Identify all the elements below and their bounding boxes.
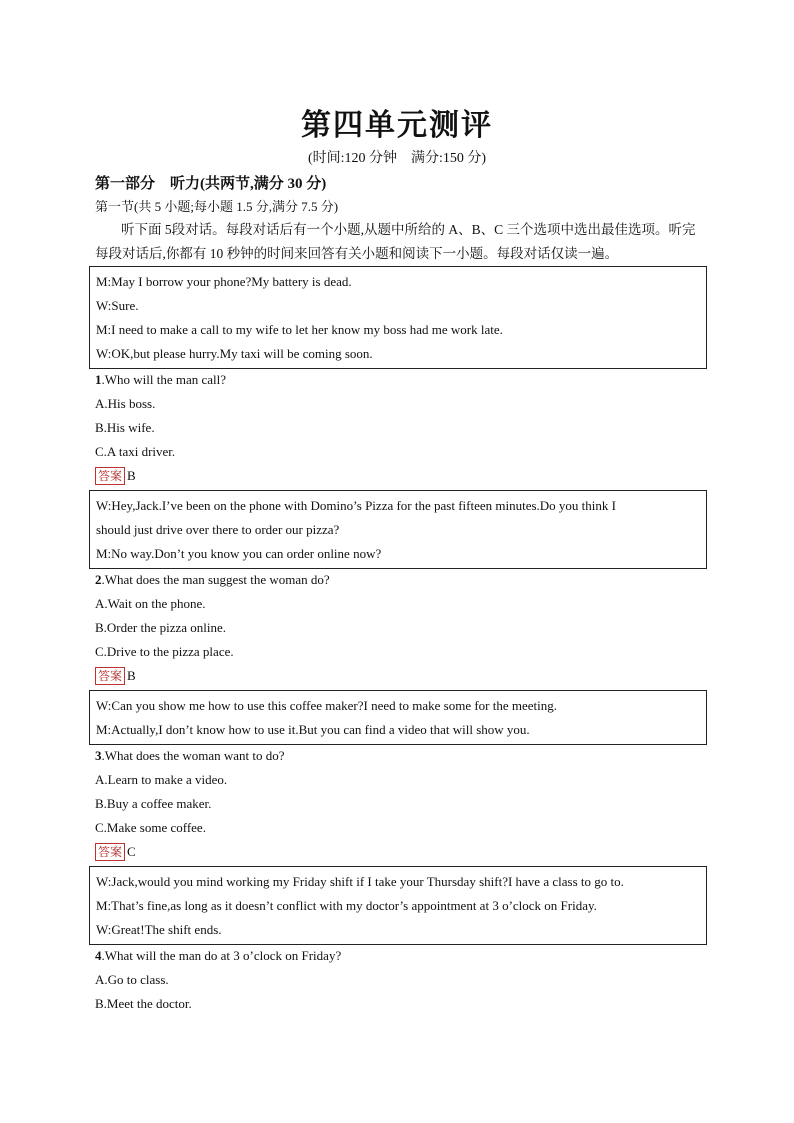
question-text: .Who will the man call? xyxy=(101,372,227,387)
question-number: 2 xyxy=(95,572,102,587)
dialogue-box-3 xyxy=(89,690,707,745)
dialogue-line: W:Jack,would you mind working my Friday shift if I take your Thursday shift?I have a class to go to. xyxy=(96,874,624,889)
dialogue-line: M:I need to make a call to my wife to let her know my boss had me work late. xyxy=(96,322,503,337)
question-number: 3 xyxy=(95,748,102,763)
option-c: C.A taxi driver. xyxy=(95,444,176,459)
option-a: A.Wait on the phone. xyxy=(95,596,206,611)
answer-value: B xyxy=(127,668,136,683)
dialogue-box-1 xyxy=(89,266,707,369)
dialogue-line: M:May I borrow your phone?My battery is dead. xyxy=(96,274,352,289)
option-c: C.Make some coffee. xyxy=(95,820,206,835)
question-text: .What does the man suggest the woman do? xyxy=(101,572,330,587)
part-heading xyxy=(95,172,326,193)
answer-badge: 答案 xyxy=(95,667,125,685)
dialogue-line: M:Actually,I don’t know how to use it.But you can find a video that will show you. xyxy=(96,722,530,737)
part-desc: 听力(共两节,满分 30 分) xyxy=(170,176,327,192)
question-text: .What will the man do at 3 o’clock on Friday? xyxy=(101,948,342,963)
answer-2 xyxy=(95,666,136,686)
option-a: A.His boss. xyxy=(95,396,156,411)
question-2 xyxy=(95,568,330,592)
question-number: 1 xyxy=(95,372,102,387)
option-b: B.Meet the doctor. xyxy=(95,996,192,1011)
answer-value: B xyxy=(127,468,136,483)
dialogue-line: W:Sure. xyxy=(96,298,139,313)
dialogue-line: W:Great!The shift ends. xyxy=(96,922,222,937)
answer-1 xyxy=(95,466,136,486)
instructions: 听下面 5段对话。每段对话后有一个小题,从题中所给的 A、B、C 三个选项中选出最佳选项。听完每段对话后,你都有 10 秒钟的时间来回答有关小题和阅读下一小题。每段对话仅读一遍。 xyxy=(95,222,696,261)
dialogue-box-4 xyxy=(89,866,707,945)
option-a: A.Learn to make a video. xyxy=(95,772,228,787)
dialogue-line: W:Can you show me how to use this coffee maker?I need to make some for the meeting. xyxy=(96,698,558,713)
option-a: A.Go to class. xyxy=(95,972,169,987)
answer-3 xyxy=(95,842,136,862)
option-b: B.His wife. xyxy=(95,420,155,435)
answer-badge: 答案 xyxy=(95,843,125,861)
dialogue-line: M:No way.Don’t you know you can order online now? xyxy=(96,546,382,561)
question-text: .What does the woman want to do? xyxy=(101,748,285,763)
dialogue-line: W:Hey,Jack.I’ve been on the phone with Domino’s Pizza for the past fifteen minutes.Do you think I xyxy=(96,498,616,513)
dialogue-box-2 xyxy=(89,490,707,569)
question-3 xyxy=(95,744,285,768)
exam-info: (时间:120 分钟 满分:150 分) xyxy=(307,151,487,166)
page-title: 第四单元测评 xyxy=(301,109,493,142)
question-number: 4 xyxy=(95,948,102,963)
section-heading: 第一节(共 5 小题;每小题 1.5 分,满分 7.5 分) xyxy=(95,199,339,214)
answer-badge: 答案 xyxy=(95,467,125,485)
dialogue-line: should just drive over there to order our pizza? xyxy=(96,522,340,537)
dialogue-line: W:OK,but please hurry.My taxi will be coming soon. xyxy=(96,346,373,361)
option-b: B.Buy a coffee maker. xyxy=(95,796,212,811)
part-name: 第一部分 xyxy=(95,176,156,192)
question-4 xyxy=(95,944,341,968)
answer-value: C xyxy=(127,844,136,859)
option-c: C.Drive to the pizza place. xyxy=(95,644,234,659)
option-b: B.Order the pizza online. xyxy=(95,620,227,635)
question-1 xyxy=(95,368,226,392)
dialogue-line: M:That’s fine,as long as it doesn’t conflict with my doctor’s appointment at 3 o’clock on Friday. xyxy=(96,898,597,913)
